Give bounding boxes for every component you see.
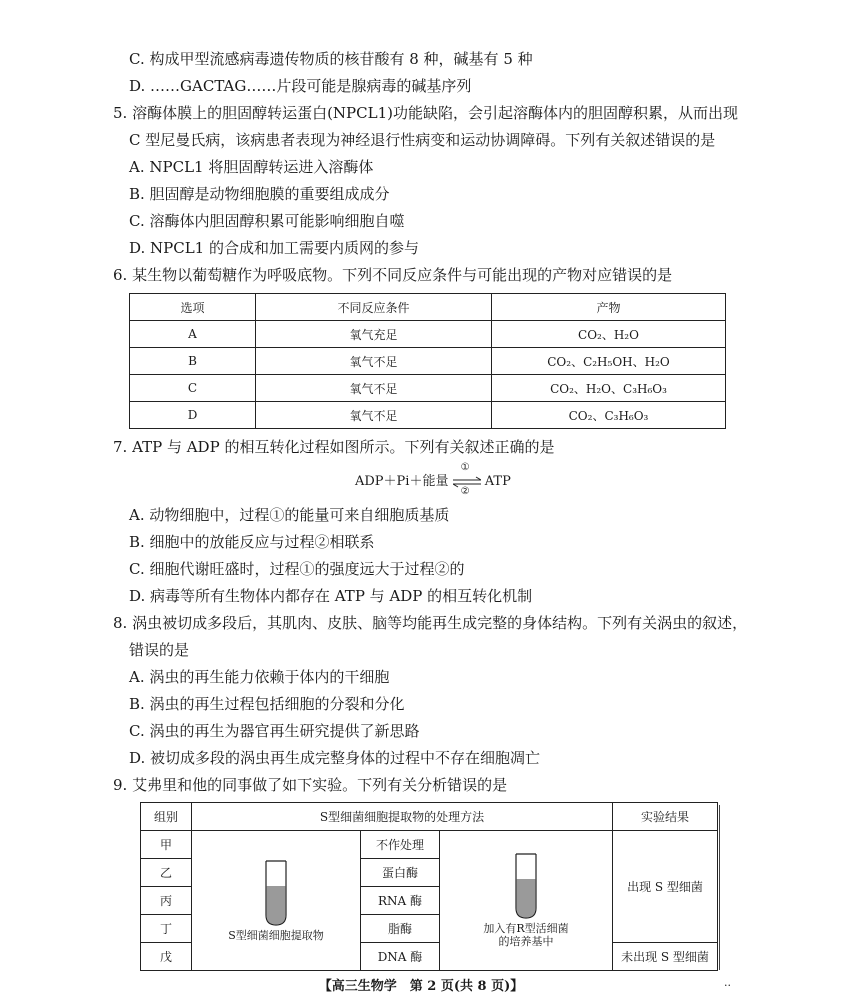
table-cell: 氧气不足 [256,348,492,375]
treatment-cell: DNA 酶 [361,943,440,971]
table-header-condition: 不同反应条件 [256,294,492,321]
table-cell: 氧气不足 [256,375,492,402]
table-cell: CO₂、H₂O [492,321,726,348]
table-cell: 氧气不足 [256,402,492,429]
group-cell: 戊 [141,943,192,971]
table-header-method: S型细菌细胞提取物的处理方法 [192,803,613,831]
q8-option-b: B. 涡虫的再生过程包括细胞的分裂和分化 [129,695,405,713]
treatment-cell: 不作处理 [361,831,440,859]
table-cell: CO₂、C₃H₆O₃ [492,402,726,429]
q7-option-a: A. 动物细胞中，过程①的能量可来自细胞质基质 [129,506,450,524]
table-header-option: 选项 [130,294,256,321]
table-cell: C [130,375,256,402]
tube-extract-cell [192,831,361,971]
table-edge-line [719,805,720,970]
reversible-arrow [453,461,481,497]
group-cell: 丁 [141,915,192,943]
table-cell: CO₂、H₂O、C₃H₆O₃ [492,375,726,402]
tube-medium-cell [440,831,613,971]
table-header-row [141,803,718,831]
table-cell: D [130,402,256,429]
q8-option-a: A. 涡虫的再生能力依赖于体内的干细胞 [129,668,390,686]
result-negative-cell: 未出现 S 型细菌 [613,943,718,971]
q8-stem-line1: 8. 涡虫被切成多段后，其肌肉、皮肤、脑等均能再生成完整的身体结构。下列有关涡虫的叙述， [113,614,748,632]
q9-table [140,802,718,971]
q5-option-c: C. 溶酶体内胆固醇积累可能影响细胞自噬 [129,212,405,230]
table-header-result: 实验结果 [613,803,718,831]
q7-stem: 7. ATP 与 ADP 的相互转化过程如图所示。下列有关叙述正确的是 [113,438,555,456]
arrow-label-forward: ① [460,461,470,473]
test-tube-icon [265,860,287,926]
q9-stem: 9. 艾弗里和他的同事做了如下实验。下列有关分析错误的是 [113,776,508,794]
tube-caption-medium-line2: 的培养基中 [498,935,554,948]
q7-option-d: D. 病毒等所有生物体内都存在 ATP 与 ADP 的相互转化机制 [129,587,533,605]
group-cell: 甲 [141,831,192,859]
table-row [141,831,718,859]
q4-option-d: D. ……GACTAG……片段可能是腺病毒的碱基序列 [129,77,472,95]
q5-stem-line1: 5. 溶酶体膜上的胆固醇转运蛋白(NPCL1)功能缺陷，会引起溶酶体内的胆固醇积累，从而出现 [113,104,738,122]
equation-left: ADP＋Pi＋能量 [355,474,449,489]
q4-option-c: C. 构成甲型流感病毒遗传物质的核苷酸有 8 种，碱基有 5 种 [129,50,533,68]
q5-option-a: A. NPCL1 将胆固醇转运进入溶酶体 [129,158,374,176]
q6-stem: 6. 某生物以葡萄糖作为呼吸底物。下列不同反应条件与可能出现的产物对应错误的是 [113,266,673,284]
treatment-cell: 蛋白酶 [361,859,440,887]
q8-stem-line2: 错误的是 [129,641,190,659]
tube-caption-extract: S型细菌细胞提取物 [228,928,324,942]
test-tube-icon [515,853,537,919]
table-row [130,375,726,402]
atp-adp-equation [355,461,511,497]
table-row [130,402,726,429]
table-cell: 氧气充足 [256,321,492,348]
page-footer: 【高三生物学 第 2 页(共 8 页)】 [318,979,524,994]
equation-right: ATP [484,474,511,489]
q8-option-d: D. 被切成多段的涡虫再生成完整身体的过程中不存在细胞凋亡 [129,749,541,767]
group-cell: 乙 [141,859,192,887]
table-cell: B [130,348,256,375]
table-row [130,348,726,375]
result-positive-cell: 出现 S 型细菌 [613,831,718,943]
table-cell: CO₂、C₂H₅OH、H₂O [492,348,726,375]
q5-stem-line2: C 型尼曼氏病，该病患者表现为神经退行性病变和运动协调障碍。下列有关叙述错误的是 [129,131,716,149]
table-header-product: 产物 [492,294,726,321]
q7-option-c: C. 细胞代谢旺盛时，过程①的强度远大于过程②的 [129,560,465,578]
corner-mark: .. [724,976,731,989]
treatment-cell: RNA 酶 [361,887,440,915]
table-row [130,321,726,348]
table-cell: A [130,321,256,348]
table-header-row [130,294,726,321]
arrow-label-reverse: ② [460,485,470,497]
table-header-group: 组别 [141,803,192,831]
q5-option-b: B. 胆固醇是动物细胞膜的重要组成成分 [129,185,390,203]
q8-option-c: C. 涡虫的再生为器官再生研究提供了新思路 [129,722,420,740]
treatment-cell: 脂酶 [361,915,440,943]
q6-table [129,293,726,429]
group-cell: 丙 [141,887,192,915]
q5-option-d: D. NPCL1 的合成和加工需要内质网的参与 [129,239,419,257]
q7-option-b: B. 细胞中的放能反应与过程②相联系 [129,533,375,551]
tube-caption-medium-line1: 加入有R型活细菌 [483,922,569,935]
